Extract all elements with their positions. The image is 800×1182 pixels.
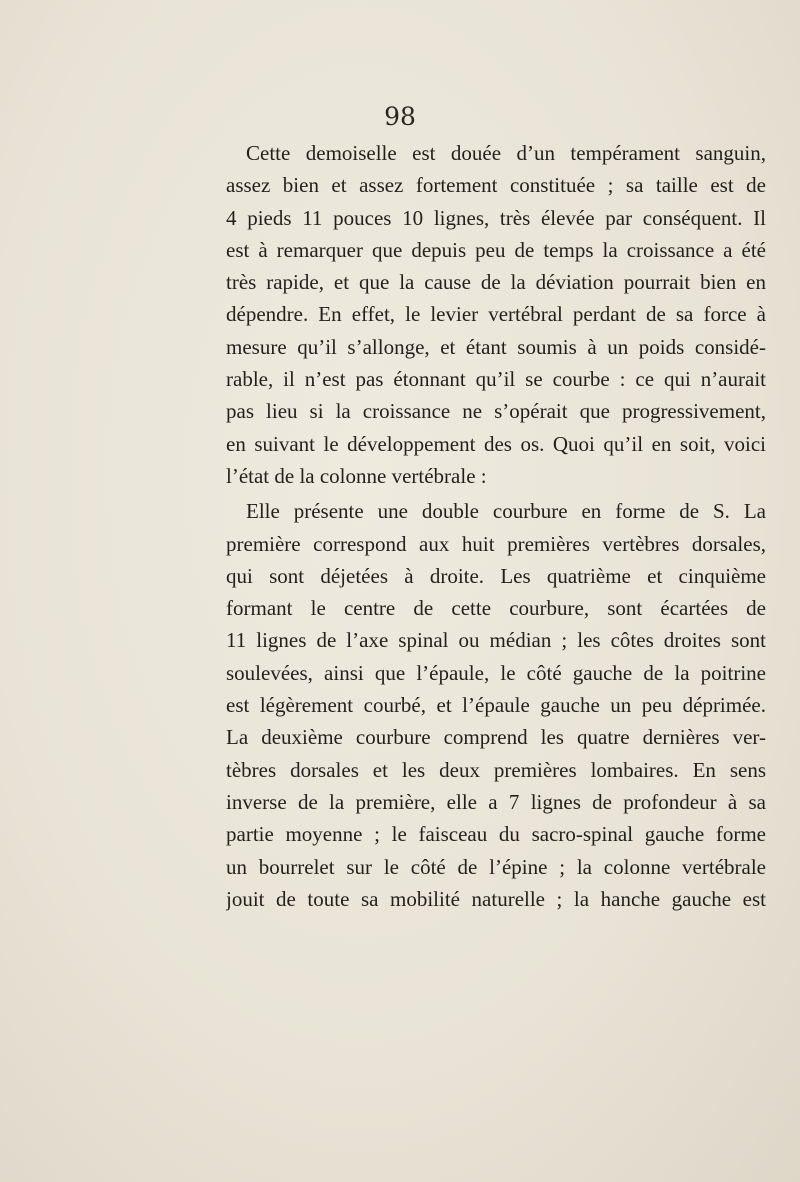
text-line: est légèrement courbé, et l’épaule gauche un peu déprimée. bbox=[226, 693, 766, 718]
page-number: 98 bbox=[384, 102, 416, 131]
text-line: soulevées, ainsi que l’épaule, le côté gauche de la poitrine bbox=[226, 660, 766, 685]
text-line: tèbres dorsales et les deux premières lombaires. En sens bbox=[226, 757, 766, 782]
text-line: un bourrelet sur le côté de l’épine ; la colonne vertébrale bbox=[226, 854, 766, 879]
text-line: La deuxième courbure comprend les quatre dernières ver- bbox=[226, 725, 766, 750]
text-line: rable, il n’est pas étonnant qu’il se courbe : ce qui n’aurait bbox=[226, 367, 766, 392]
text-line: 11 lignes de l’axe spinal ou médian ; les côtes droites sont bbox=[226, 628, 766, 653]
text-line: dépendre. En effet, le levier vertébral perdant de sa force à bbox=[226, 302, 766, 327]
text-line: est à remarquer que depuis peu de temps la croissance a été bbox=[226, 237, 766, 262]
text-line: jouit de toute sa mobilité naturelle ; la hanche gauche est bbox=[226, 886, 766, 911]
paragraph-2 bbox=[226, 495, 766, 915]
text-line: première correspond aux huit premières vertèbres dorsales, bbox=[226, 531, 766, 556]
paragraph-1 bbox=[226, 137, 766, 492]
text-line: qui sont déjetées à droite. Les quatrième et cinquième bbox=[226, 563, 766, 588]
text-line: 4 pieds 11 pouces 10 lignes, très élevée par conséquent. Il bbox=[226, 205, 766, 230]
text-line: inverse de la première, elle a 7 lignes de profondeur à sa bbox=[226, 789, 766, 814]
text-line: l’état de la colonne vertébrale : bbox=[226, 463, 487, 488]
body-text bbox=[226, 137, 766, 915]
text-line: formant le centre de cette courbure, sont écartées de bbox=[226, 596, 766, 621]
text-line: pas lieu si la croissance ne s’opérait que progressivement, bbox=[226, 399, 766, 424]
text-line: assez bien et assez fortement constituée ; sa taille est de bbox=[226, 173, 766, 198]
text-line: en suivant le développement des os. Quoi qu’il en soit, voici bbox=[226, 431, 766, 456]
text-line: très rapide, et que la cause de la déviation pourrait bien en bbox=[226, 270, 766, 295]
text-line: partie moyenne ; le faisceau du sacro-spinal gauche forme bbox=[226, 822, 766, 847]
text-line: mesure qu’il s’allonge, et étant soumis à un poids considé- bbox=[226, 334, 766, 359]
text-line: Elle présente une double courbure en forme de S. La bbox=[246, 499, 766, 524]
text-line: Cette demoiselle est douée d’un tempérament sanguin, bbox=[246, 141, 766, 165]
